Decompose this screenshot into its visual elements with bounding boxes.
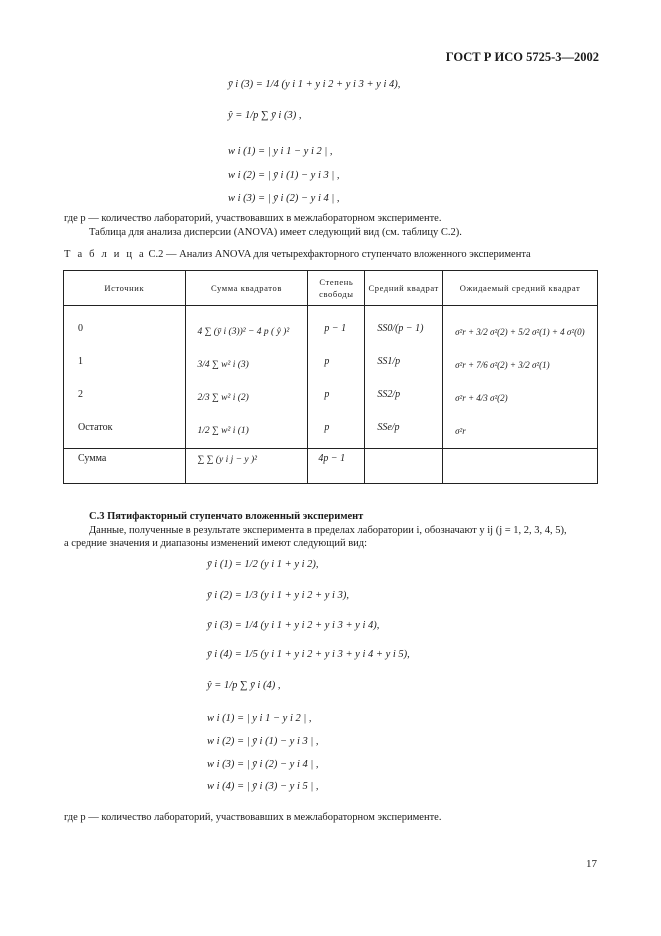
document-header: ГОСТ Р ИСО 5725-3—2002 (445, 50, 599, 64)
df-cell: p (324, 422, 330, 433)
df-cell: 4p − 1 (318, 453, 346, 464)
source-cell: 1 (78, 356, 83, 367)
table-row-total (64, 449, 598, 484)
df-cell: p − 1 (324, 323, 347, 334)
formula-grand-mean: ŷ = 1/p ∑ ȳ i (3) , (228, 110, 302, 121)
sum-squares-cell: ∑ ∑ (y i j − y )² (197, 455, 257, 465)
table-row (64, 306, 598, 449)
header-source: Источник (64, 271, 186, 306)
source-cell: 2 (78, 389, 83, 400)
table-caption-text: С.2 — Анализ ANOVA для четырехфакторного ступенчато вложенного эксперимента (148, 249, 531, 260)
paragraph-data-intro: Данные, полученные в результате эксперимента в пределах лаборатории i, обозначают y ij (j = 1, 2, 3, 4, 5), (89, 525, 567, 536)
df-cell: p (324, 389, 330, 400)
formula-range-1: w i (1) = | y i 1 − y i 2 | , (207, 713, 312, 724)
formula-range-2: w i (2) = | ȳ i (1) − y i 3 | , (207, 736, 319, 747)
mean-square-cell: SSe/p (377, 422, 400, 433)
formula-range-3: w i (3) = | ȳ i (2) − y i 4 | , (228, 193, 340, 204)
header-mean-square: Средний квадрат (365, 271, 443, 306)
sum-squares-cell: 3/4 ∑ w² i (3) (197, 360, 249, 370)
table-caption-label: Т а б л и ц а (64, 249, 146, 260)
formula-mean-4: ȳ i (4) = 1/5 (y i 1 + y i 2 + y i 3 + y i 4 + y i 5), (207, 649, 410, 660)
table-caption (64, 249, 531, 260)
formula-mean-3: ȳ i (3) = 1/4 (y i 1 + y i 2 + y i 3 + y i 4), (207, 620, 380, 631)
sum-squares-cell: 1/2 ∑ w² i (1) (197, 426, 249, 436)
mean-square-cell: SS2/p (377, 389, 401, 400)
expected-ms-cell: σ²r (455, 426, 466, 436)
paragraph-where-p: где p — количество лабораторий, участвовавших в межлабораторном эксперименте. (64, 213, 442, 224)
header-degrees-freedom: Степень свободы (308, 271, 365, 306)
source-cell: Остаток (78, 422, 113, 433)
mean-square-cell: SS0/(p − 1) (377, 323, 424, 334)
table-header-row (64, 271, 598, 306)
expected-ms-cell: σ²r + 7/6 σ²(2) + 3/2 σ²(1) (455, 360, 550, 370)
formula-range-4: w i (4) = | ȳ i (3) − y i 5 | , (207, 781, 319, 792)
sum-squares-cell: 2/3 ∑ w² i (2) (197, 393, 249, 403)
expected-ms-cell: σ²r + 3/2 σ²(2) + 5/2 σ²(1) + 4 σ²(0) (455, 327, 585, 337)
source-cell: Сумма (78, 453, 107, 464)
header-sum-squares: Сумма квадратов (185, 271, 308, 306)
anova-table (63, 270, 598, 484)
formula-range-1: w i (1) = | y i 1 − y i 2 | , (228, 146, 333, 157)
sum-squares-cell: 4 ∑ (ȳ i (3))² − 4 p ( ŷ )² (197, 327, 290, 337)
formula-mean-1: ȳ i (1) = 1/2 (y i 1 + y i 2), (207, 559, 319, 570)
header-expected-mean-square: Ожидаемый средний квадрат (443, 271, 598, 306)
paragraph-where-p-2: где p — количество лабораторий, участвовавших в межлабораторном эксперименте. (64, 812, 442, 823)
formula-mean-2: ȳ i (2) = 1/3 (y i 1 + y i 2 + y i 3), (207, 590, 349, 601)
formula-range-3: w i (3) = | ȳ i (2) − y i 4 | , (207, 759, 319, 770)
paragraph-means-intro: а средние значения и диапазоны изменений имеют следующий вид: (64, 538, 368, 549)
section-title: С.3 Пятифакторный ступенчато вложенный эксперимент (89, 511, 364, 522)
formula-mean-3: ȳ i (3) = 1/4 (y i 1 + y i 2 + y i 3 + y i 4), (228, 79, 401, 90)
source-cell: 0 (78, 323, 83, 334)
mean-square-cell: SS1/p (377, 356, 401, 367)
paragraph-anova-intro: Таблица для анализа дисперсии (ANOVA) имеет следующий вид (см. таблицу С.2). (89, 227, 462, 238)
formula-range-2: w i (2) = | ȳ i (1) − y i 3 | , (228, 170, 340, 181)
df-cell: p (324, 356, 330, 367)
expected-ms-cell: σ²r + 4/3 σ²(2) (455, 393, 508, 403)
page-number: 17 (586, 858, 597, 870)
formula-grand-mean: ŷ = 1/p ∑ ȳ i (4) , (207, 680, 281, 691)
